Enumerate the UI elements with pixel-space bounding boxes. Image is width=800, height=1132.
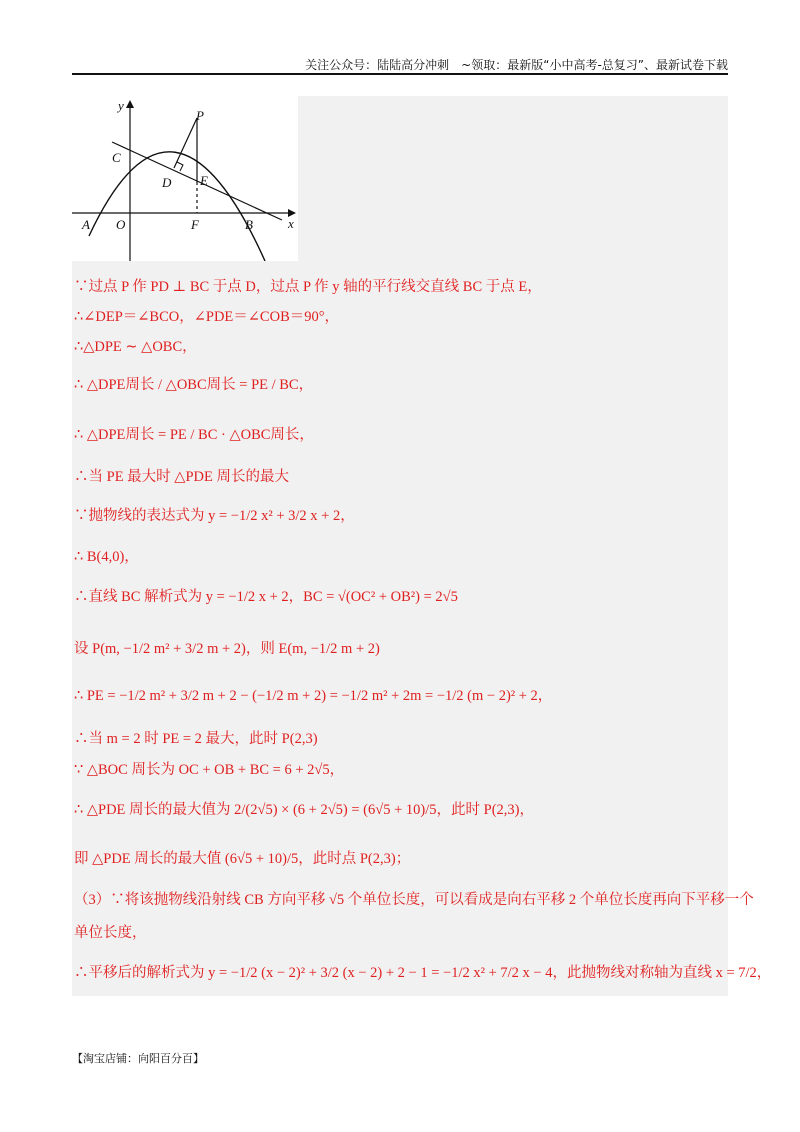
parabola [89, 152, 265, 261]
solution-line: ∴ PE = −1/2 m² + 3/2 m + 2 − (−1/2 m + 2) = −1/2 m² + 2m = −1/2 (m − 2)² + 2， [74, 688, 553, 704]
solution-line: 即 △PDE 周长的最大值 (6√5 + 10)/5，此时点 P(2,3)； [74, 851, 411, 867]
solution-line: ∵抛物线的表达式为 y = −1/2 x² + 3/2 x + 2， [74, 508, 355, 524]
header-rule [72, 73, 728, 75]
solution-line: （3）∵将该抛物线沿射线 CB 方向平移 √5 个单位长度，可以看成是向右平移 2 个单位长度再向下平移一个 [74, 892, 754, 908]
label-d: D [162, 175, 172, 190]
page-header: 关注公众号：陆陆高分冲刺 ~领取：最新版“小中高考-总复习”、最新试卷下载 [305, 58, 728, 72]
label-c: C [112, 150, 121, 165]
solution-line: 单位长度， [74, 925, 147, 941]
parabola-figure [72, 96, 298, 261]
label-o: O [116, 217, 126, 232]
solution-line: ∴ △DPE周长 = PE / BC · △OBC周长， [74, 427, 314, 443]
solution-line: ∴ △PDE 周长的最大值为 2/(2√5) × (6 + 2√5) = (6√5 + 10)/5，此时 P(2,3)， [74, 802, 534, 818]
label-b: B [245, 217, 253, 232]
solution-line: ∴∠DEP＝∠BCO，∠PDE＝∠COB＝90°， [74, 309, 340, 325]
solution-line: ∴ B(4,0)， [74, 549, 139, 565]
label-p: P [196, 108, 204, 123]
figure-svg [72, 96, 298, 261]
solution-line: ∴当 PE 最大时 △PDE 周长的最大 [74, 469, 289, 485]
label-f: F [191, 217, 199, 232]
page-footer: 【淘宝店铺：向阳百分百】 [72, 1052, 204, 1065]
y-axis-arrow [126, 100, 134, 108]
solution-line: ∵过点 P 作 PD ⊥ BC 于点 D，过点 P 作 y 轴的平行线交直线 BC 于点 E， [74, 279, 542, 295]
right-angle-mark [177, 162, 183, 171]
solution-line: ∴直线 BC 解析式为 y = −1/2 x + 2，BC = √(OC² + OB²) = 2√5 [74, 589, 458, 605]
solution-line: ∴平移后的解析式为 y = −1/2 (x − 2)² + 3/2 (x − 2) + 2 − 1 = −1/2 x² + 7/2 x − 4，此抛物线对称轴为直线 x = 7/2， [74, 965, 772, 981]
label-e: E [200, 173, 208, 188]
solution-line: ∵ △BOC 周长为 OC + OB + BC = 6 + 2√5， [74, 762, 345, 778]
label-x: x [288, 216, 294, 231]
solution-line: ∴ △DPE周长 / △OBC周长 = PE / BC， [74, 377, 314, 393]
segment-pd [174, 118, 197, 168]
solution-line: ∴△DPE ∼ △OBC， [74, 339, 197, 355]
solution-line: ∴当 m = 2 时 PE = 2 最大，此时 P(2,3) [74, 731, 318, 747]
label-y: y [118, 98, 124, 113]
label-a: A [82, 217, 90, 232]
solution-line: 设 P(m, −1/2 m² + 3/2 m + 2)，则 E(m, −1/2 m + 2) [74, 641, 380, 657]
